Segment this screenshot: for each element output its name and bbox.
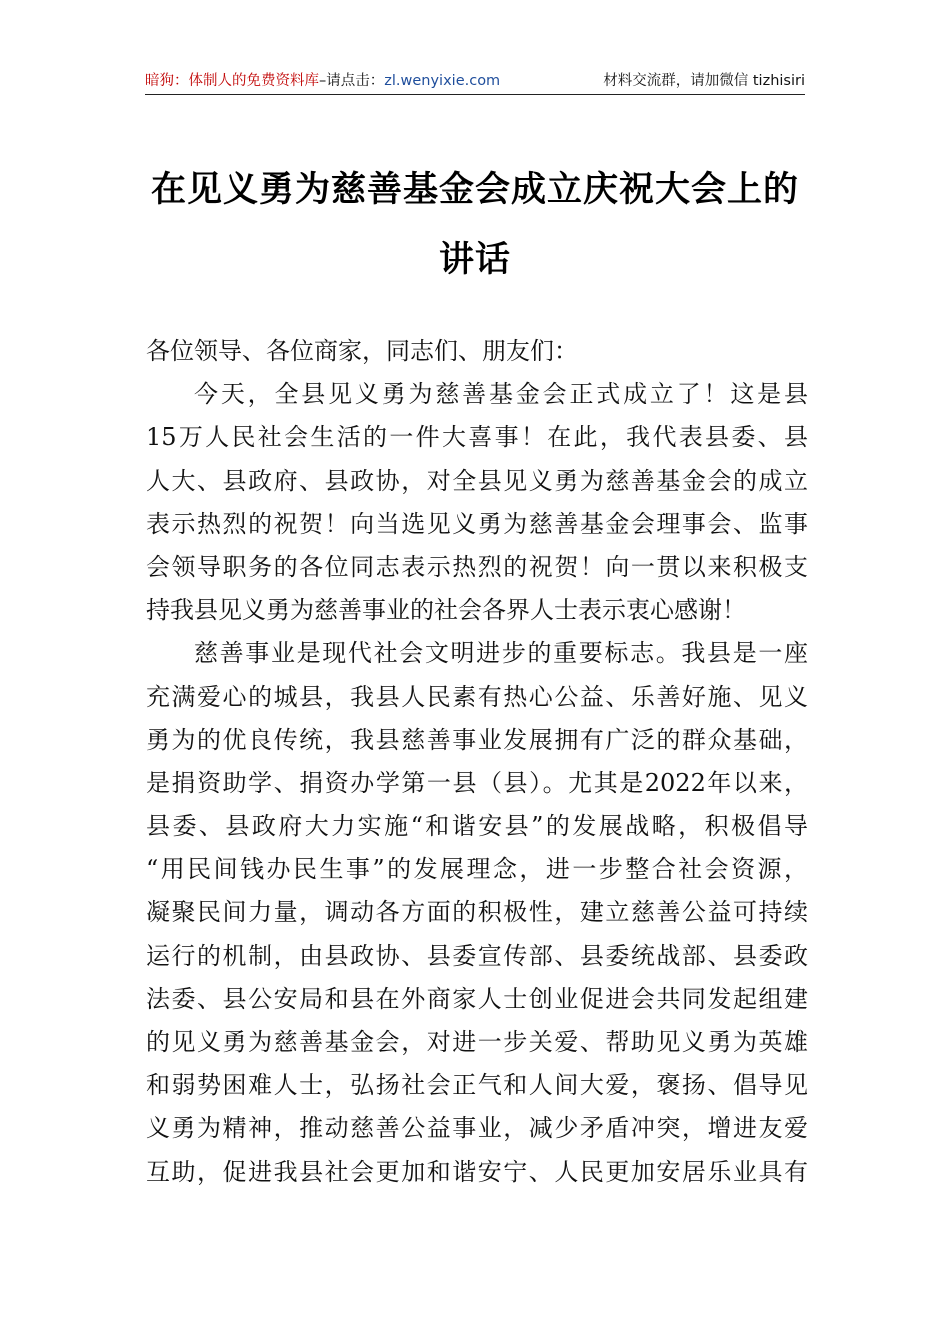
paragraph-line: 的见义勇为慈善基金会，对进一步关爱、帮助见义勇为英雄 — [146, 1028, 808, 1056]
header-url-link[interactable]: zl.wenyixie.com — [384, 73, 501, 89]
header-contact: 材料交流群，请加微信 tizhisiri — [603, 73, 805, 89]
paragraph-line: 是捐资助学、捐资办学第一县（县）。尤其是2022年以来， — [146, 768, 808, 797]
paragraph-line: 义勇为精神，推动慈善公益事业，减少矛盾冲突，增进友爱 — [146, 1114, 808, 1143]
document-body — [146, 330, 808, 1194]
paragraph-line: 互助，促进我县社会更加和谐安宁、人民更加安居乐业具有 — [146, 1157, 808, 1186]
header-left — [145, 68, 500, 94]
document-title-line-1: 在见义勇为慈善基金会成立庆祝大会上的 — [150, 169, 799, 210]
paragraph-line: 持我县见义勇为慈善事业的社会各界人士表示衷心感谢！ — [146, 596, 746, 625]
paragraph-line: “用民间钱办民生事”的发展理念，进一步整合社会资源， — [146, 855, 808, 884]
paragraph-2 — [146, 632, 808, 1193]
paragraph-line: 15万人民社会生活的一件大喜事！在此，我代表县委、县 — [146, 423, 808, 452]
paragraph-line: 会领导职务的各位同志表示热烈的祝贺！向一贯以来积极支 — [146, 552, 808, 581]
paragraph-line: 充满爱心的城县，我县人民素有热心公益、乐善好施、见义 — [146, 682, 808, 711]
page-header — [145, 68, 805, 95]
paragraph-line: 人大、县政府、县政协，对全县见义勇为慈善基金会的成立 — [146, 466, 808, 495]
paragraph-line: 和弱势困难人士，弘扬社会正气和人间大爱，褒扬、倡导见 — [146, 1071, 808, 1100]
paragraph-line: 县委、县政府大力实施“和谐安县”的发展战略，积极倡导 — [146, 812, 808, 841]
paragraph-line: 运行的机制，由县政协、县委宣传部、县委统战部、县委政 — [146, 941, 808, 970]
paragraph-line: 今天，全县见义勇为慈善基金会正式成立了！这是县 — [194, 380, 808, 409]
document-title-line-2: 讲话 — [438, 239, 511, 280]
header-site-name: 暗狗：体制人的免费资料库 — [145, 73, 319, 89]
header-prompt: –请点击： — [319, 73, 385, 89]
salutation: 各位领导、各位商家，同志们、朋友们： — [146, 337, 578, 365]
paragraph-line: 表示热烈的祝贺！向当选见义勇为慈善基金会理事会、监事 — [146, 509, 808, 538]
paragraph-line: 凝聚民间力量，调动各方面的积极性，建立慈善公益可持续 — [146, 898, 808, 927]
paragraph-line: 慈善事业是现代社会文明进步的重要标志。我县是一座 — [194, 639, 808, 668]
paragraph-line: 法委、县公安局和县在外商家人士创业促进会共同发起组建 — [146, 984, 808, 1013]
paragraph-1 — [146, 373, 808, 632]
paragraph-line: 勇为的优良传统，我县慈善事业发展拥有广泛的群众基础， — [146, 725, 808, 754]
